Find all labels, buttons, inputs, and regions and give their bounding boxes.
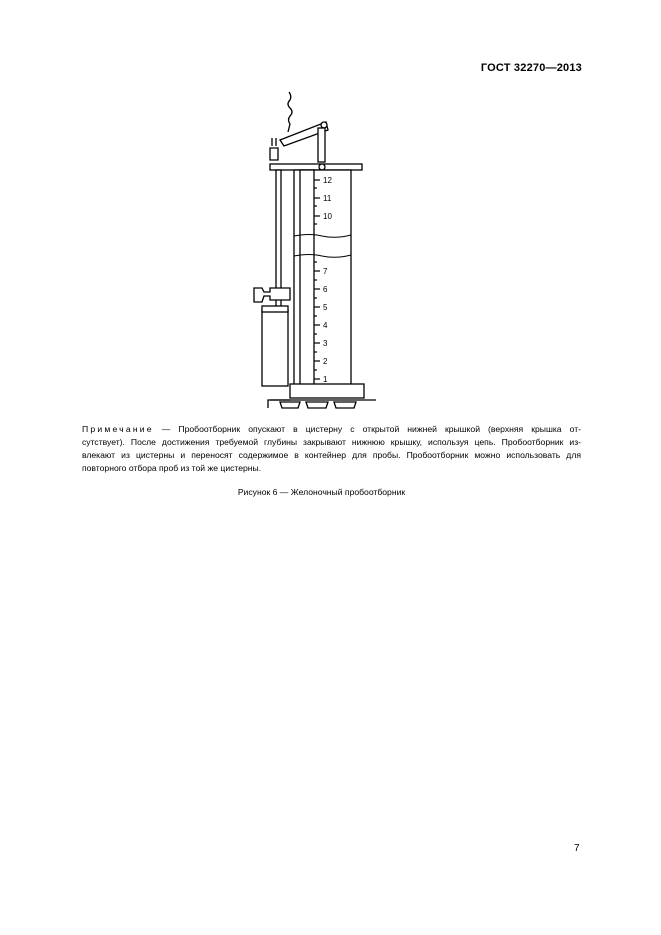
scale-label: 10 [323, 212, 332, 221]
figure-note [82, 423, 581, 475]
sampler-figure [240, 88, 380, 413]
note-line: сутствует). После достижения требуемой глубины закрывают нижнюю крышку, используя цепь. Пробоотборник из- [82, 437, 581, 447]
scale-label: 5 [323, 303, 328, 312]
scale-label: 1 [323, 375, 328, 384]
note-line: влекают из цистерны и переносят содержимое в контейнер для пробы. Пробоотборник можно использовать для [82, 450, 581, 460]
note-line: повторного отбора проб из той же цистерны. [82, 463, 262, 473]
figure-caption-row [0, 487, 661, 497]
note-line-text: — Пробоотборник опускают в цистерну с открытой нижней крышкой (верхняя крышка от- [161, 424, 581, 434]
note-label: Примечание [82, 424, 154, 434]
document-header-code: ГОСТ 32270—2013 [480, 62, 582, 74]
lower-tube [262, 310, 288, 386]
top-flange [270, 164, 362, 170]
scale-label: 7 [323, 267, 328, 276]
chain-icon [288, 92, 292, 132]
scale-label: 12 [323, 176, 332, 185]
scale-label: 4 [323, 321, 328, 330]
scale-label: 11 [323, 194, 332, 203]
page-number: 7 [574, 843, 580, 854]
figure-caption: Рисунок 6 — Желоночный пробоотборник [237, 487, 406, 497]
note-line [82, 423, 581, 436]
clamp-icon [254, 288, 290, 302]
scale-label: 6 [323, 285, 328, 294]
scale-label: 3 [323, 339, 328, 348]
scale-label: 2 [323, 357, 328, 366]
